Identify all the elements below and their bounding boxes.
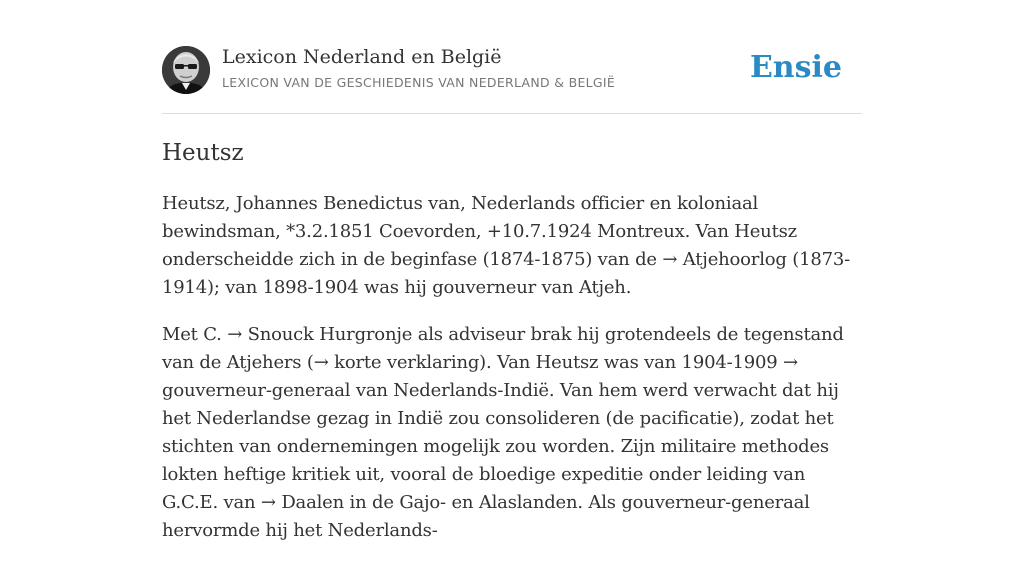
link-atjehoorlog[interactable]: → Atjehoorlog <box>662 249 787 270</box>
author-avatar[interactable] <box>162 46 210 94</box>
avatar-portrait-icon <box>162 46 210 94</box>
text: (1873-1914); van 1898-1904 was hij gouverneur van Atjeh. <box>162 249 850 298</box>
site-title[interactable]: Lexicon Nederland en België <box>222 46 502 68</box>
text: Heutsz, Johannes Benedictus van, Nederlands officier en koloniaal bewindsman, *3.2.1851 Coevorden, +10.7.1924 Montreux. Van Heutsz onderscheidde zich in de beginfase (1874-1875) van de <box>162 193 797 270</box>
paragraph-2 <box>162 321 862 545</box>
link-daalen[interactable]: → Daalen <box>260 492 345 513</box>
ensie-logo-link[interactable]: Ensie <box>749 50 842 85</box>
text: ). Van Heutsz was van 1904-1909 <box>479 352 783 373</box>
page <box>162 0 862 564</box>
text: Met C. <box>162 324 228 345</box>
article-title: Heutsz <box>162 140 244 166</box>
text: in de Gajo- en Alaslanden. Als gouverneur-generaal hervormde hij het Nederlands- <box>162 492 810 541</box>
link-snouck-hurgronje[interactable]: → Snouck Hurgronje <box>227 324 413 345</box>
link-gouverneur-generaal[interactable]: → gouverneur-generaal <box>162 352 798 401</box>
article-body <box>162 190 862 545</box>
paragraph-1 <box>162 190 862 302</box>
link-korte-verklaring[interactable]: → korte verklaring <box>313 352 480 373</box>
text: van Nederlands-Indië. Van hem werd verwacht dat hij het Nederlandse gezag in Indië zou consolideren (de pacificatie), zodat het stichten van ondernemingen mogelijk zou worden. Zijn militaire methodes lokten heftige kritiek uit, vooral de bloedige expeditie onder leiding van G.C.E. van <box>162 380 839 513</box>
text: als adviseur brak hij grotendeels de tegenstand van de Atjehers ( <box>162 324 844 373</box>
site-subtitle: LEXICON VAN DE GESCHIEDENIS VAN NEDERLAND & BELGIË <box>222 75 616 90</box>
site-header <box>162 0 862 114</box>
